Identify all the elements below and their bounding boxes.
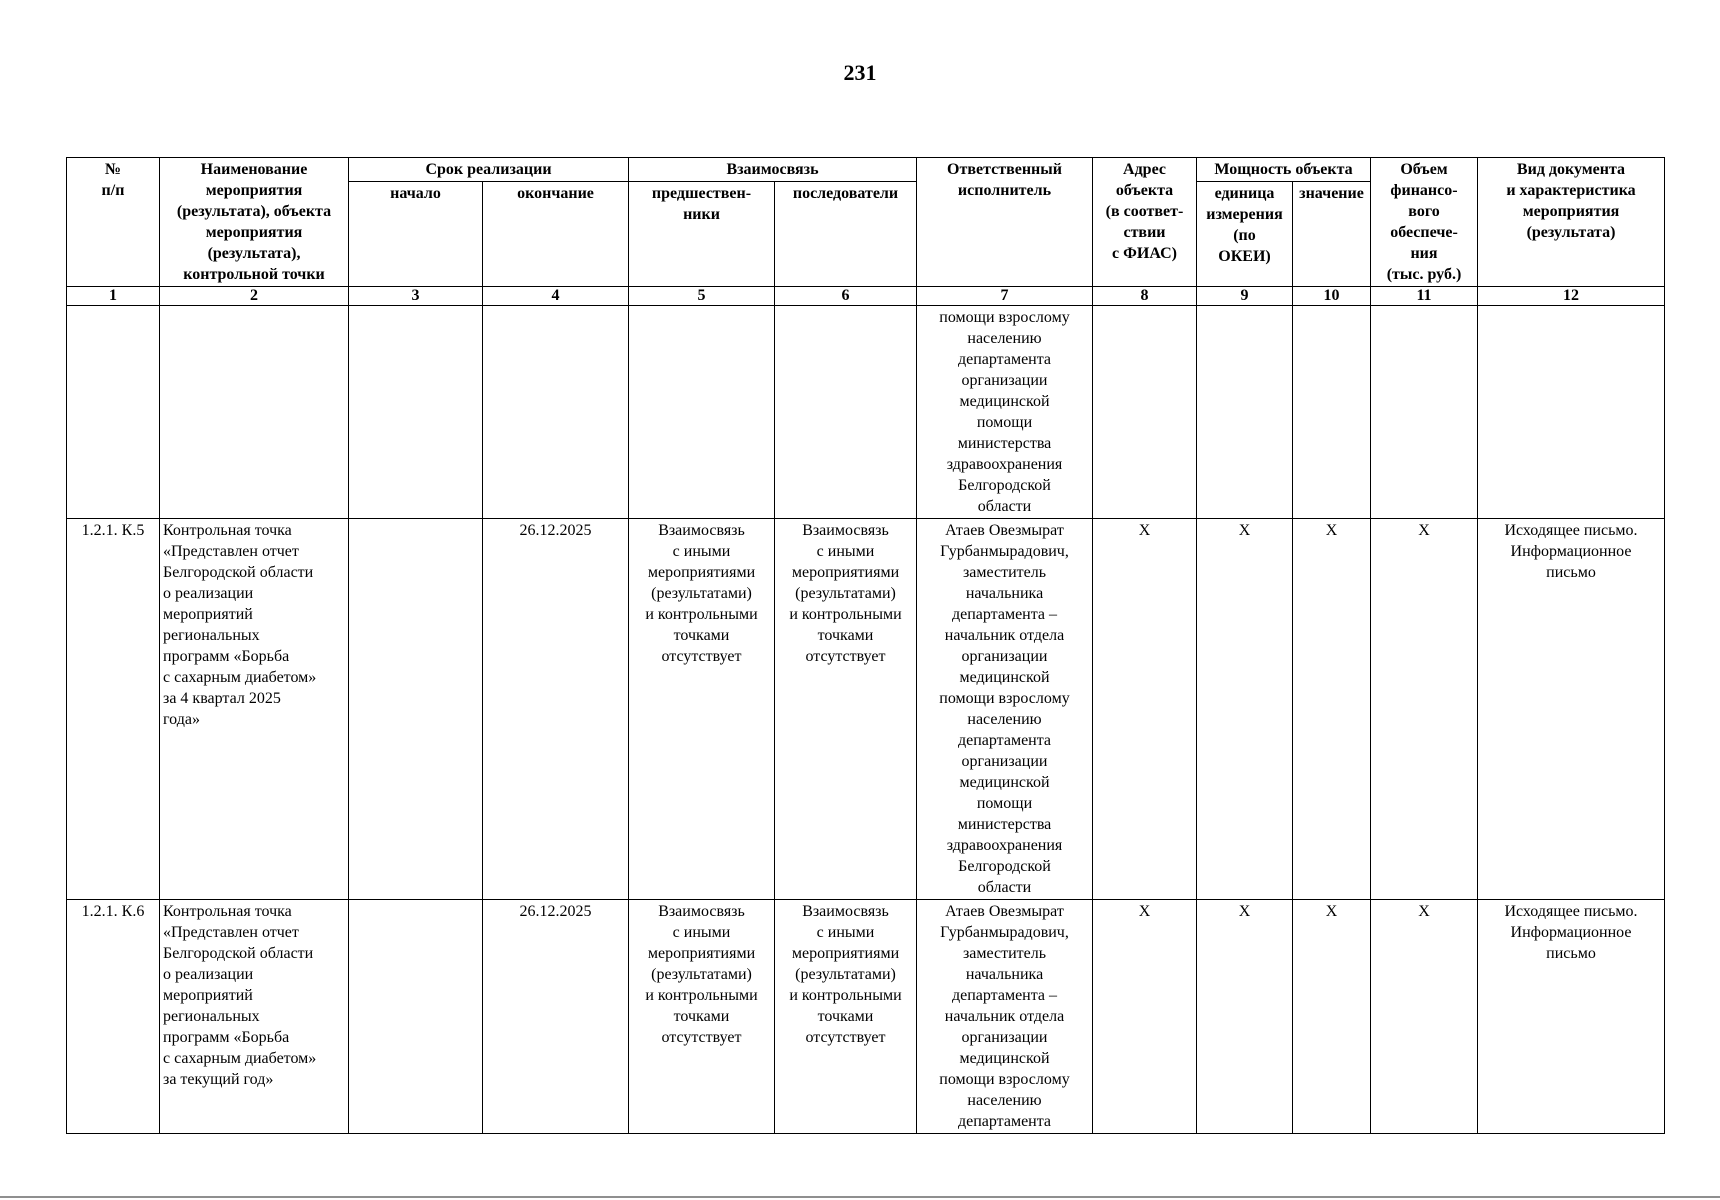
column-number: 12 [1478, 287, 1665, 306]
column-number: 2 [160, 287, 349, 306]
header-period-end: окончание [483, 182, 629, 287]
row-start [349, 519, 483, 900]
scan-edge-line [0, 1196, 1720, 1198]
row-prev: Взаимосвязь с иными мероприятиями (результатами) и контрольными точками отсутствует [629, 519, 775, 900]
header-period: Срок реализации [349, 158, 629, 182]
table-row [67, 900, 1665, 1134]
header-capacity-unit: единица измерения (по ОКЕИ) [1197, 182, 1293, 287]
row-end: 26.12.2025 [483, 900, 629, 1134]
header-address: Адрес объекта (в соответ- ствии с ФИАС) [1093, 158, 1197, 287]
row-finance [1371, 306, 1478, 519]
header-responsible: Ответственный исполнитель [917, 158, 1093, 287]
row-value: X [1293, 900, 1371, 1134]
row-address: X [1093, 900, 1197, 1134]
row-prev [629, 306, 775, 519]
row-end [483, 306, 629, 519]
column-number: 1 [67, 287, 160, 306]
row-num: 1.2.1. К.6 [67, 900, 160, 1134]
row-responsible: Атаев Овезмырат Гурбанмырадович, заместитель начальника департамента – начальник отдела организации медицинской помощи взрослому населению департамента [917, 900, 1093, 1134]
column-number: 3 [349, 287, 483, 306]
row-end: 26.12.2025 [483, 519, 629, 900]
header-relation: Взаимосвязь [629, 158, 917, 182]
header-relation-prev: предшествен- ники [629, 182, 775, 287]
row-responsible: помощи взрослому населению департамента организации медицинской помощи министерства здравоохранения Белгородской области [917, 306, 1093, 519]
row-document [1478, 306, 1665, 519]
column-number: 7 [917, 287, 1093, 306]
row-num [67, 306, 160, 519]
header-capacity-value: значение [1293, 182, 1371, 287]
row-name: Контрольная точка «Представлен отчет Белгородской области о реализации мероприятий региональных программ «Борьба с сахарным диабетом» за текущий год» [160, 900, 349, 1134]
row-finance: X [1371, 519, 1478, 900]
row-document: Исходящее письмо. Информационное письмо [1478, 519, 1665, 900]
column-number: 4 [483, 287, 629, 306]
row-name [160, 306, 349, 519]
header-period-start: начало [349, 182, 483, 287]
column-numbers-row [67, 287, 1665, 306]
column-number: 6 [775, 287, 917, 306]
column-number: 10 [1293, 287, 1371, 306]
row-unit: X [1197, 900, 1293, 1134]
row-next [775, 306, 917, 519]
activities-table [66, 157, 1665, 1134]
header-document: Вид документа и характеристика мероприятия (результата) [1478, 158, 1665, 287]
row-document: Исходящее письмо. Информационное письмо [1478, 900, 1665, 1134]
column-number: 5 [629, 287, 775, 306]
row-next: Взаимосвязь с иными мероприятиями (результатами) и контрольными точками отсутствует [775, 519, 917, 900]
column-number: 11 [1371, 287, 1478, 306]
row-name: Контрольная точка «Представлен отчет Белгородской области о реализации мероприятий региональных программ «Борьба с сахарным диабетом» за 4 квартал 2025 года» [160, 519, 349, 900]
table-row [67, 306, 1665, 519]
row-value [1293, 306, 1371, 519]
column-number: 9 [1197, 287, 1293, 306]
row-unit [1197, 306, 1293, 519]
row-start [349, 306, 483, 519]
row-start [349, 900, 483, 1134]
page-number: 231 [843, 60, 877, 85]
header-name: Наименование мероприятия (результата), объекта мероприятия (результата), контрольной точки [160, 158, 349, 287]
row-num: 1.2.1. К.5 [67, 519, 160, 900]
row-value: X [1293, 519, 1371, 900]
header-relation-next: последователи [775, 182, 917, 287]
row-address [1093, 306, 1197, 519]
row-address: X [1093, 519, 1197, 900]
column-number: 8 [1093, 287, 1197, 306]
header-capacity: Мощность объекта [1197, 158, 1371, 182]
row-responsible: Атаев Овезмырат Гурбанмырадович, заместитель начальника департамента – начальник отдела организации медицинской помощи взрослому населению департамента организации медицинской помощи министерства здравоохранения Белгородской области [917, 519, 1093, 900]
table-header [67, 158, 1665, 287]
header-num: № п/п [67, 158, 160, 287]
row-next: Взаимосвязь с иными мероприятиями (результатами) и контрольными точками отсутствует [775, 900, 917, 1134]
row-unit: X [1197, 519, 1293, 900]
header-finance: Объем финансо- вого обеспече- ния (тыс. руб.) [1371, 158, 1478, 287]
row-prev: Взаимосвязь с иными мероприятиями (результатами) и контрольными точками отсутствует [629, 900, 775, 1134]
row-finance: X [1371, 900, 1478, 1134]
table-row [67, 519, 1665, 900]
